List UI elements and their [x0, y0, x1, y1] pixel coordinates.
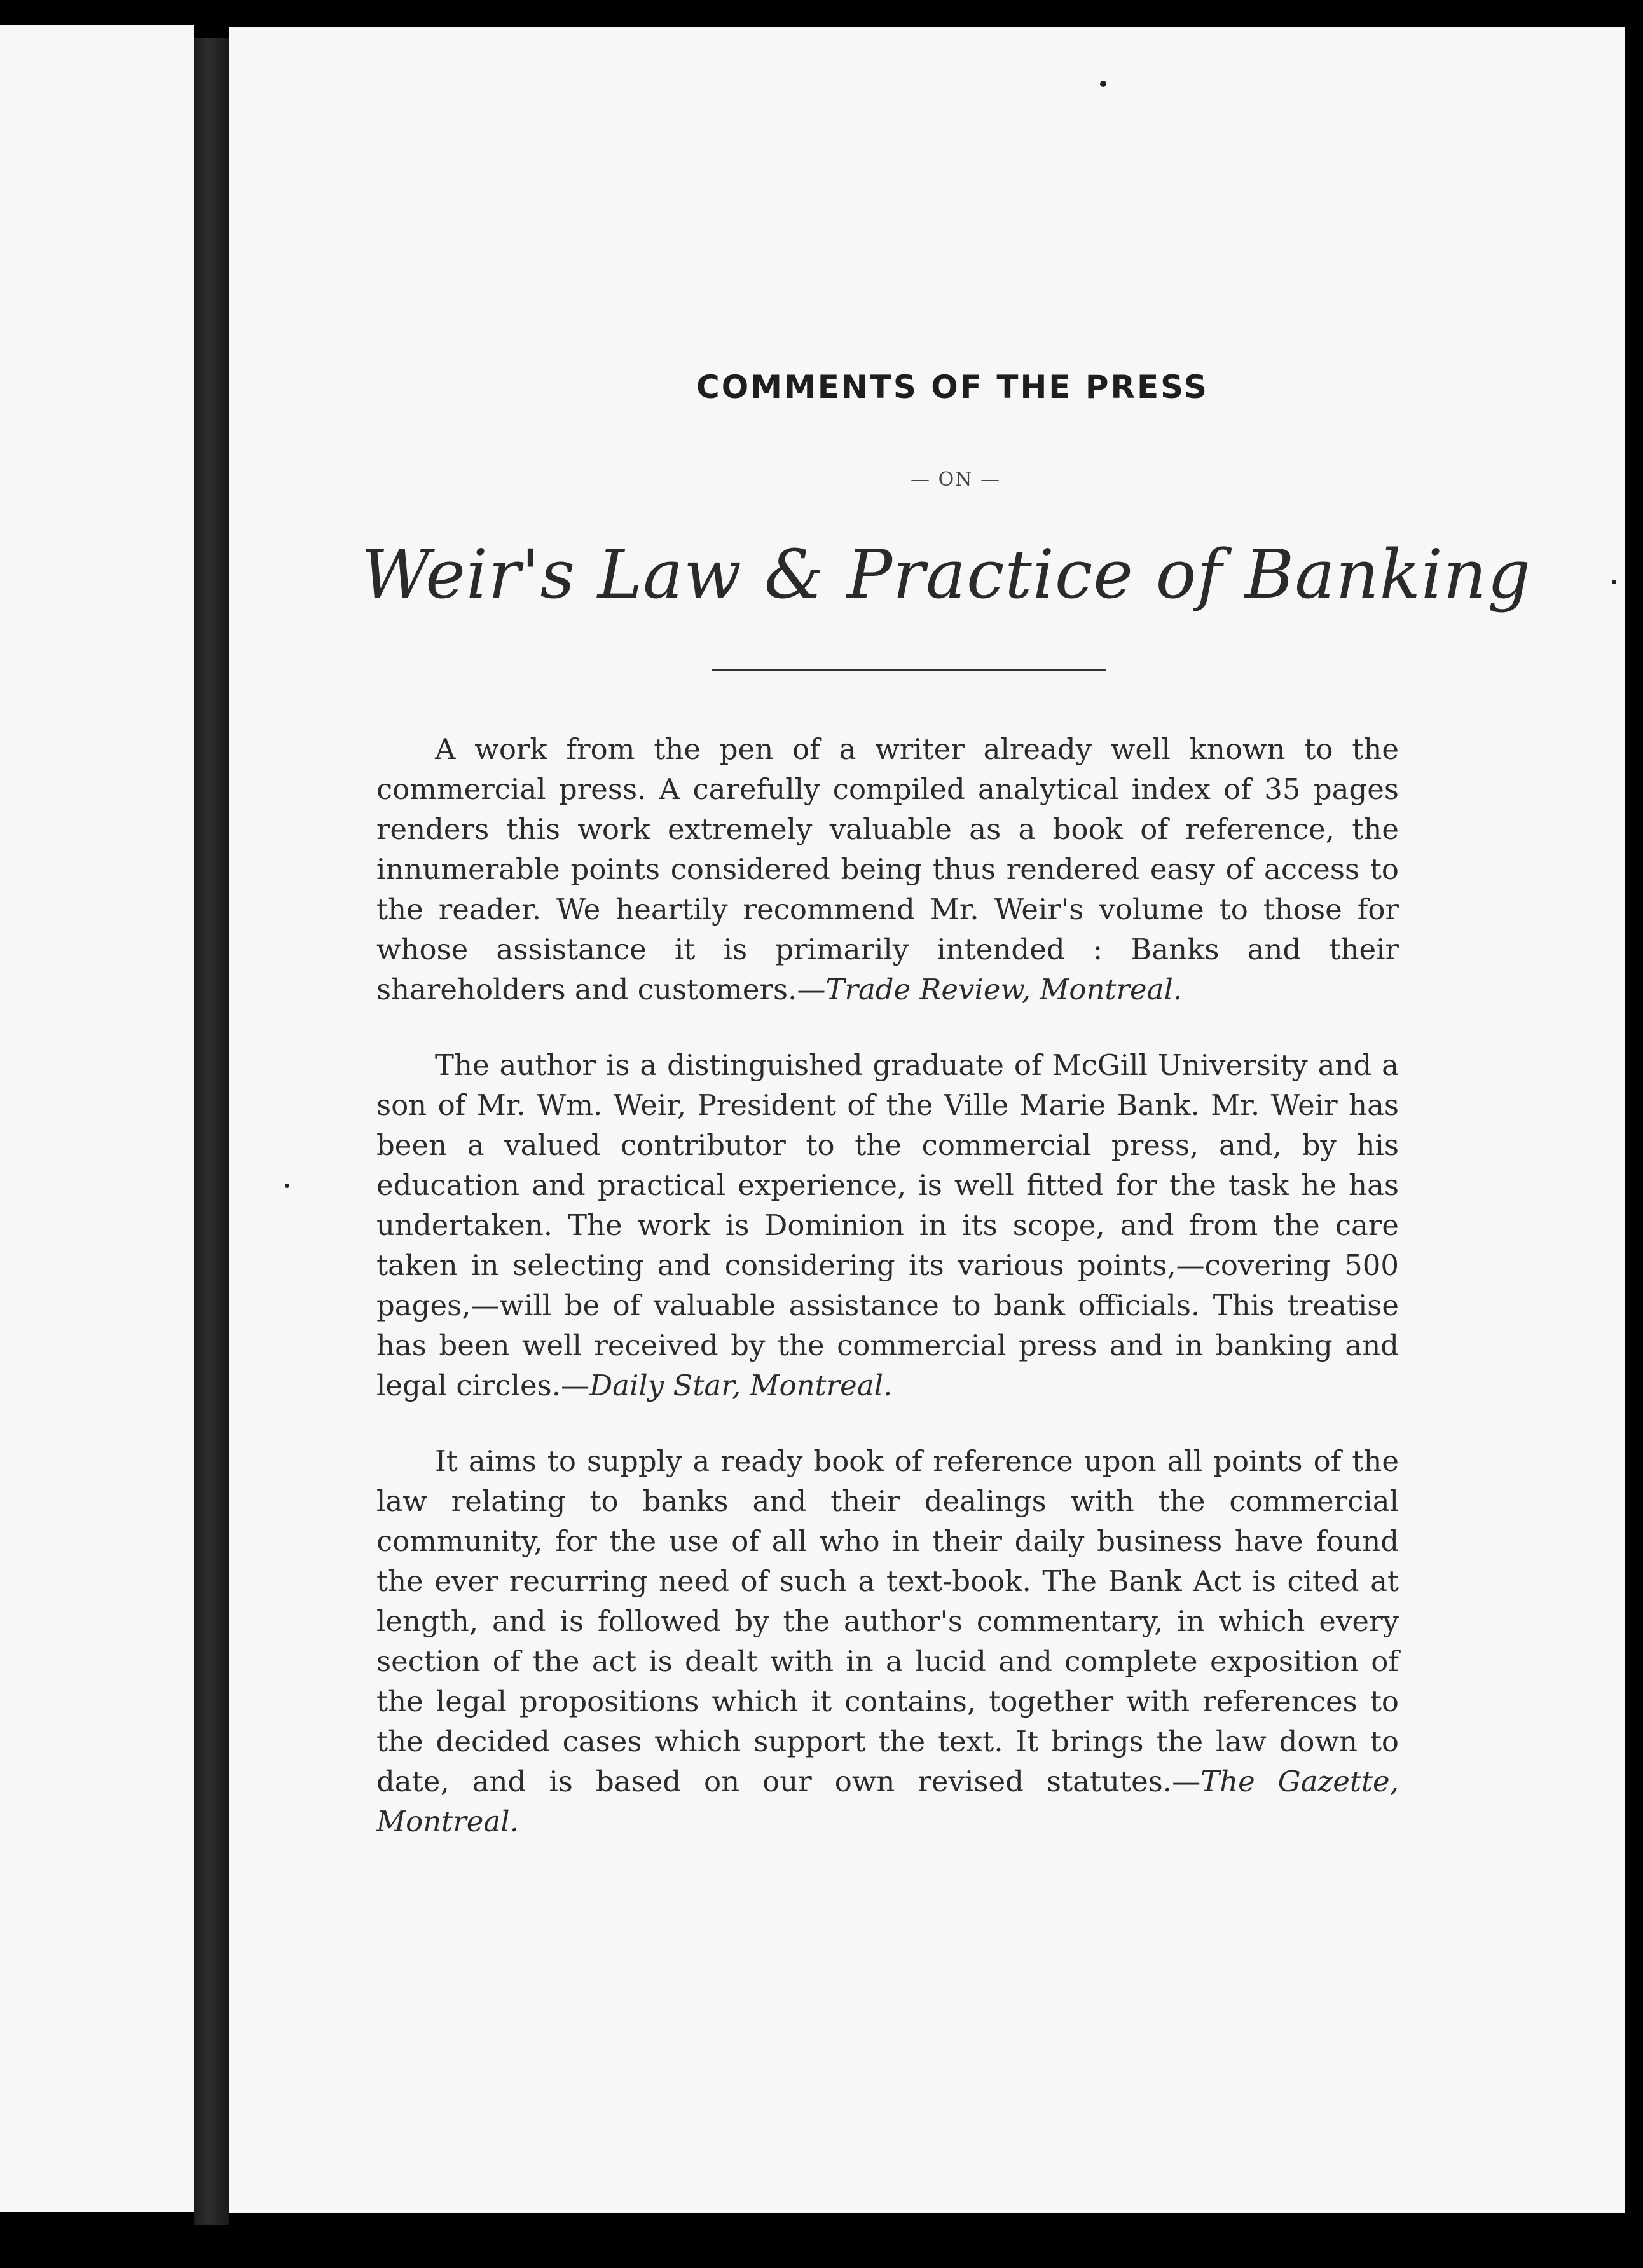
document-page: [229, 27, 1625, 2213]
on-separator: — ON —: [911, 468, 1001, 491]
review-text: A work from the pen of a writer already well known to the commercial press. A carefully compiled analytical index of 35 pages renders this work extremely valuable as a book of reference, the innumerable points considered being thus rendered easy of access to the reader. We heartily recommend Mr. Weir's volume to those for whose assistance it is primarily intended : Banks and their shareholders and customers.—: [376, 732, 1399, 1006]
review-paragraph: [376, 729, 1399, 1009]
review-paragraph: [376, 1045, 1399, 1405]
left-facing-page: [0, 25, 194, 2212]
book-title: Weir's Law & Practice of Banking: [361, 535, 1532, 613]
review-source: Daily Star, Montreal.: [589, 1369, 893, 1402]
review-source: The Gazette, Montreal.: [376, 1765, 1399, 1838]
review-text: The author is a distinguished graduate of McGill University and a son of Mr. Wm. Weir, President of the Ville Marie Bank. Mr. Weir has been a valued contributor to the commercial press, and, by his education and practical experience, is well fitted for the task he has undertaken. The work is Dominion in its scope, and from the care taken in selecting and considering its various points,—covering 500 pages,—will be of valuable assistance to bank officials. This treatise has been well received by the commercial press and in banking and legal circles.—: [376, 1048, 1399, 1402]
book-spine: [194, 38, 229, 2225]
scan-speck: [1100, 81, 1106, 87]
review-text: It aims to supply a ready book of reference upon all points of the law relating to banks and their dealings with the commercial community, for the use of all who in their daily business have found the ever recurring need of such a text-book. The Bank Act is cited at length, and is followed by the author's commentary, in which every section of the act is dealt with in a lucid and complete exposition of the legal propositions which it contains, together with references to the decided cases which support the text. It brings the law down to date, and is based on our own revised statutes.—: [376, 1444, 1399, 1798]
scan-speck: [285, 1184, 289, 1188]
review-source: Trade Review, Montreal.: [825, 973, 1183, 1006]
press-comments: [376, 729, 1399, 1877]
review-paragraph: [376, 1441, 1399, 1841]
page-heading: COMMENTS OF THE PRESS: [696, 369, 1209, 406]
scan-speck: [1612, 580, 1616, 584]
title-rule: [712, 669, 1106, 671]
